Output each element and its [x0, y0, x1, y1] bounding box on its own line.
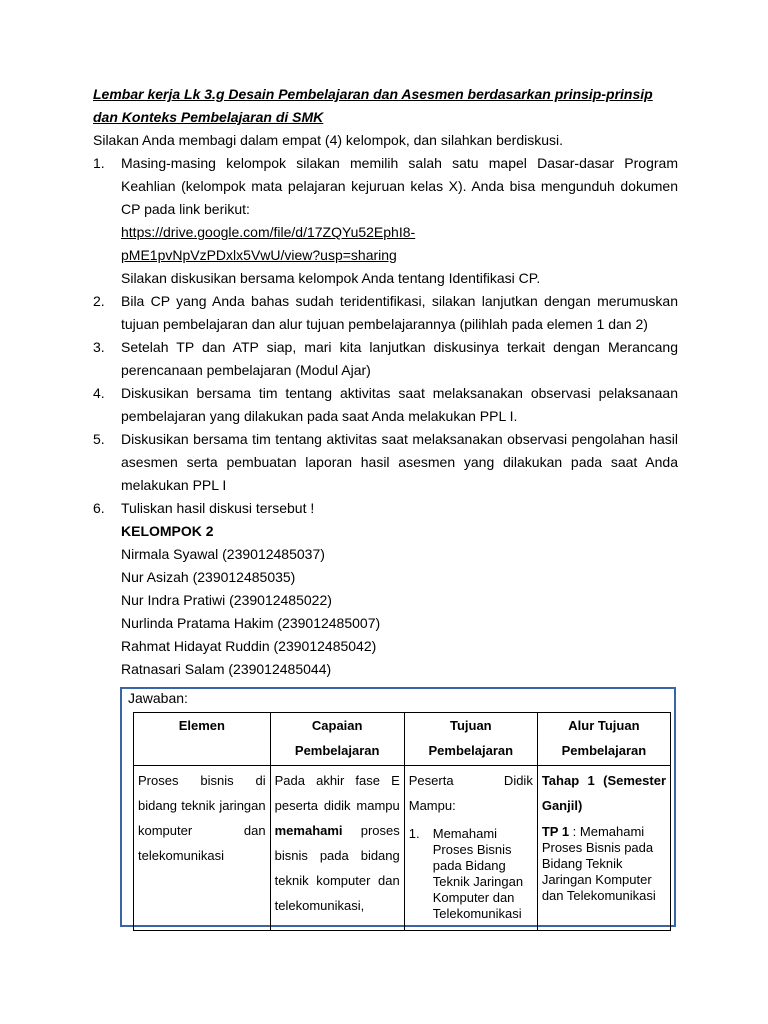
header-elemen [134, 713, 271, 766]
worksheet-title [93, 83, 678, 129]
intro-text: Silakan Anda membagi dalam empat (4) kelompok, dan silahkan berdiskusi. [93, 132, 564, 148]
step-4 [93, 382, 678, 428]
cp-table [133, 712, 671, 931]
header-alur-line1: Alur Tujuan [568, 718, 640, 733]
header-tujuan-line1: Tujuan [449, 718, 492, 733]
header-alur [537, 713, 670, 766]
steps-list [93, 152, 678, 681]
step-number: 2. [93, 293, 105, 309]
member-item: Nirmala Syawal (239012485037) [121, 546, 325, 562]
capaian-pre: Pada akhir fase E peserta didik mampu [274, 773, 400, 813]
alur-tp-text: : Memahami Proses Bisnis pada Bidang Teknik Jaringan Komputer dan Telekomunikasi [541, 824, 656, 903]
step-after-text: Silakan diskusikan bersama kelompok Anda tentang Identifikasi CP. [121, 270, 541, 286]
cell-elemen: Proses bisnis di bidang teknik jaringan komputer dan telekomunikasi [134, 766, 271, 931]
worksheet-page [93, 83, 678, 681]
title-line-1: Lembar kerja Lk 3.g Desain Pembelajaran dan Asesmen berdasarkan prinsip-prinsip [93, 86, 653, 102]
step-6 [93, 497, 678, 681]
header-tujuan [404, 713, 537, 766]
step-number: 4. [93, 385, 105, 401]
cell-alur [537, 766, 670, 931]
header-tujuan-line2: Pembelajaran [428, 743, 514, 758]
alur-tp [542, 824, 666, 904]
member-item: Nur Asizah (239012485035) [121, 569, 296, 585]
table-row [134, 766, 671, 931]
answer-label: Jawaban: [128, 690, 188, 706]
step-number: 6. [93, 500, 105, 516]
table-header-row [134, 713, 671, 766]
step-2 [93, 290, 678, 336]
cell-tujuan [404, 766, 537, 931]
title-line-2: dan Konteks Pembelajaran di SMK [93, 109, 324, 125]
member-item: Nur Indra Pratiwi (239012485022) [121, 592, 332, 608]
tujuan-item [409, 826, 533, 922]
tujuan-item-number: 1. [408, 826, 420, 841]
tujuan-list [409, 826, 533, 922]
member-item: Ratnasari Salam (239012485044) [121, 661, 332, 677]
step-number: 3. [93, 339, 105, 355]
header-alur-line2: Pembelajaran [561, 743, 647, 758]
step-number: 1. [93, 155, 105, 171]
link-line-2: pME1pvNpVzPDxlx5VwU/view?usp=sharing [121, 247, 397, 263]
step-1 [93, 152, 678, 290]
cp-download-link[interactable] [121, 224, 415, 263]
step-text: Setelah TP dan ATP siap, mari kita lanjutkan diskusinya terkait dengan Merancang perencanaan pembelajaran (Modul Ajar) [121, 339, 678, 378]
capaian-post: proses bisnis pada bidang teknik komputer dan telekomunikasi, [274, 823, 400, 913]
header-capaian [270, 713, 404, 766]
tujuan-item-text: Memahami Proses Bisnis pada Bidang Teknik Jaringan Komputer dan Telekomunikasi [432, 826, 524, 921]
step-text: Masing-masing kelompok silakan memilih salah satu mapel Dasar-dasar Program Keahlian (kelompok mata pelajaran kejuruan kelas X). Anda bisa mengunduh dokumen CP pada link berikut: [121, 155, 678, 217]
step-text: Diskusikan bersama tim tentang aktivitas saat melaksanakan observasi pelaksanaan pembelajaran yang dilakukan pada saat Anda melakukan PPL I. [121, 385, 678, 424]
member-item: Nurlinda Pratama Hakim (239012485007) [121, 615, 381, 631]
step-number: 5. [93, 431, 105, 447]
member-item: Rahmat Hidayat Ruddin (239012485042) [121, 638, 377, 654]
header-capaian-line1: Capaian [311, 718, 363, 733]
alur-tahap: Tahap 1 (Semester Ganjil) [541, 773, 666, 813]
cell-capaian [270, 766, 404, 931]
alur-tp-label: TP 1 [541, 824, 570, 839]
step-3 [93, 336, 678, 382]
header-elemen-text: Elemen [178, 718, 225, 733]
step-text: Tuliskan hasil diskusi tersebut ! [121, 500, 315, 516]
step-text: Diskusikan bersama tim tentang aktivitas saat melaksanakan observasi pengolahan hasil asesmen serta pembuatan laporan hasil asesmen yang dilakukan pada saat Anda melakukan PPL I [121, 431, 678, 493]
link-line-1: https://drive.google.com/file/d/17ZQYu52EphI8- [121, 224, 416, 240]
capaian-bold: memahami [274, 823, 343, 838]
answer-box [120, 687, 676, 927]
tujuan-intro: Peserta Didik Mampu: [408, 773, 533, 813]
group-title: KELOMPOK 2 [121, 523, 214, 539]
step-5 [93, 428, 678, 497]
step-text: Bila CP yang Anda bahas sudah teridentifikasi, silakan lanjutkan dengan merumuskan tujuan pembelajaran dan alur tujuan pembelajarannya (pilihlah pada elemen 1 dan 2) [121, 293, 678, 332]
header-capaian-line2: Pembelajaran [294, 743, 380, 758]
